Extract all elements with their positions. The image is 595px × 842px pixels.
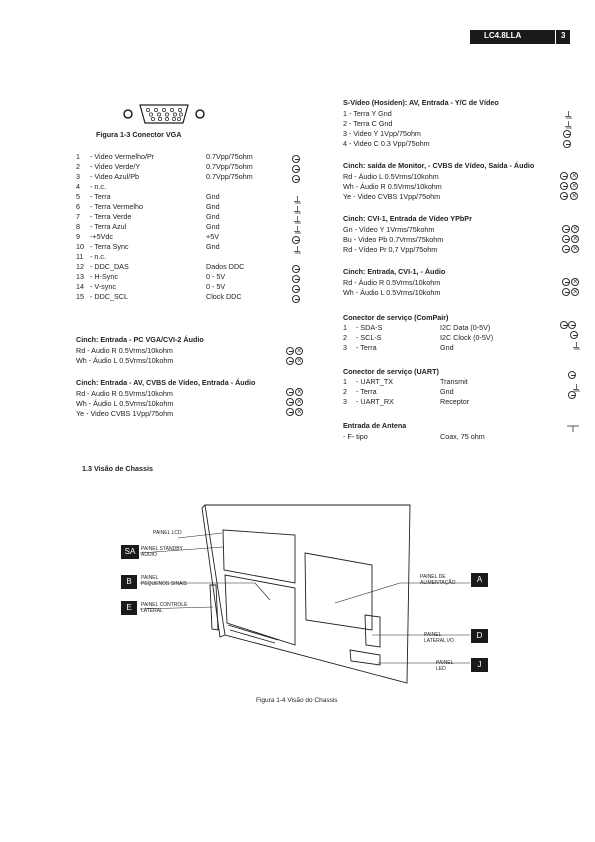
svideo-line: 1 - Terra Y Gnd	[343, 109, 392, 118]
badge-j: J	[471, 658, 488, 672]
pin-name: - Video Vermelho/Pr	[90, 152, 155, 161]
monitor-line: Rd - Áudio L 0.5Vrms/10kohm	[343, 172, 439, 181]
vga-pin-row	[76, 192, 286, 202]
pin-number: 15	[76, 292, 84, 301]
ground-icon	[294, 246, 300, 254]
vga-pin-row	[76, 212, 286, 222]
ground-icon	[565, 111, 571, 119]
page-number: 3	[561, 31, 566, 40]
signal-icon	[292, 236, 300, 244]
vga-pin-row	[76, 162, 286, 172]
vga-pin-row	[76, 222, 286, 232]
cinch-av-title: Cinch: Entrada - AV, CVBS de Vídeo, Entrada - Áudio	[76, 378, 256, 387]
pin-name: - Terra	[356, 387, 377, 396]
badge-a: A	[471, 573, 488, 587]
vga-pin-row	[76, 172, 286, 182]
signal-icon	[560, 192, 568, 200]
pin-value: 0 - 5V	[206, 282, 226, 291]
pin-number: 1	[343, 377, 347, 386]
pin-name: - n.c.	[90, 182, 106, 191]
pin-number: 2	[343, 387, 347, 396]
chassis-caption: Figura 1-4 Visão do Chassis	[256, 697, 338, 704]
pin-value: +5V	[206, 232, 219, 241]
badge-b: B	[121, 575, 137, 589]
pin-value: Clock DDC	[206, 292, 242, 301]
vga-connector-icon	[118, 102, 210, 126]
pin-name: - SCL-S	[356, 333, 382, 342]
pin-name: -+5Vdc	[90, 232, 113, 241]
signal-icon	[570, 331, 578, 339]
pin-name: - H-Sync	[90, 272, 118, 281]
svideo-line: 3 - Video Y 1Vpp/75ohm	[343, 129, 421, 138]
pin-value: I2C Clock (0-5V)	[440, 333, 494, 342]
signal-icon	[292, 165, 300, 173]
pin-name: - DDC_SCL	[90, 292, 128, 301]
vga-pin-row	[76, 252, 286, 262]
vga-pin-row	[76, 232, 286, 242]
pin-value: Gnd	[206, 242, 220, 251]
model-name: LC4.8LLA	[484, 31, 522, 40]
signal-icon	[562, 235, 570, 243]
pin-number: 1	[343, 323, 347, 332]
signal-icon	[563, 140, 571, 148]
pin-number: 3	[343, 397, 347, 406]
signal-icon	[292, 295, 300, 303]
vga-pin-row	[76, 282, 286, 292]
cinch-av-line: Wh - Áudio L 0.5Vrms/10kohm	[76, 399, 174, 408]
output-icon	[571, 235, 579, 243]
output-icon	[571, 225, 579, 233]
badge-d: D	[471, 629, 488, 643]
pin-number: 7	[76, 212, 80, 221]
antenna-type: - F- tipo	[343, 432, 368, 441]
label-lcd-panel: PAINEL LCD	[153, 530, 182, 536]
output-icon	[570, 192, 578, 200]
pin-value: Transmit	[440, 377, 468, 386]
ground-icon	[294, 196, 300, 204]
output-icon	[295, 388, 303, 396]
pin-number: 6	[76, 202, 80, 211]
uart-row	[343, 377, 543, 387]
cvi1-line: Rd - Vídeo Pr 0,7 Vpp/75ohm	[343, 245, 438, 254]
cinch-pc-title: Cinch: Entrada - PC VGA/CVI-2 Áudio	[76, 335, 204, 344]
pin-value: Gnd	[440, 343, 454, 352]
signal-icon	[292, 285, 300, 293]
pin-number: 11	[76, 252, 84, 261]
pin-value: Gnd	[440, 387, 454, 396]
pin-name: - n.c.	[90, 252, 106, 261]
signal-icon	[562, 225, 570, 233]
pin-name: - Terra	[356, 343, 377, 352]
label-led-panel: PAINEL LED	[436, 660, 454, 672]
pin-number: 2	[343, 333, 347, 342]
vga-pin-row	[76, 292, 286, 302]
cvi1-title: Cinch: CVI-1, Entrada de Vídeo YPbPr	[343, 214, 472, 223]
pin-number: 2	[76, 162, 80, 171]
pin-number: 3	[76, 172, 80, 181]
output-icon	[295, 398, 303, 406]
pin-value: 0.7Vpp/75ohm	[206, 162, 253, 171]
signal-icon	[292, 265, 300, 273]
pin-number: 8	[76, 222, 80, 231]
cvi1-line: Bu - Video Pb 0.7Vrms/75kohm	[343, 235, 444, 244]
label-standby-panel: PAINEL STANDBY ÁUDIO	[141, 546, 183, 558]
monitor-title: Cinch: saída de Monitor, - CVBS de Vídeo, Saída - Áudio	[343, 161, 535, 170]
vga-pin-row	[76, 152, 286, 162]
output-icon	[295, 347, 303, 355]
pin-name: - V-sync	[90, 282, 116, 291]
antenna-title: Entrada de Antena	[343, 421, 407, 430]
vga-pin-row	[76, 242, 286, 252]
ground-icon	[565, 121, 571, 129]
output-icon	[571, 245, 579, 253]
vga-pin-row	[76, 202, 286, 212]
uart-row	[343, 397, 543, 407]
signal-icon	[568, 321, 576, 329]
output-icon	[295, 357, 303, 365]
ground-icon	[294, 226, 300, 234]
monitor-line: Wh - Áudio R 0.5Vrms/10kohm	[343, 182, 442, 191]
signal-icon	[568, 391, 576, 399]
output-icon	[570, 172, 578, 180]
compair-title: Conector de serviço (ComPair)	[343, 313, 449, 322]
pin-name: - UART_TX	[356, 377, 394, 386]
output-icon	[571, 278, 579, 286]
label-side-io-panel: PAINEL LATERAL I/O	[424, 632, 454, 644]
cinch-av-line: Ye - Video CVBS 1Vpp/75ohm	[76, 409, 174, 418]
pin-value: 0.7Vpp/75ohm	[206, 152, 253, 161]
svideo-line: 4 - Video C 0.3 Vpp/75ohm	[343, 139, 430, 148]
label-power-panel: PAINEL DE ALIMENTAÇÃO	[420, 574, 456, 586]
cvi1-audio-line: Rd - Áudio R 0.5Vrms/10kohm	[343, 278, 441, 287]
ground-icon	[573, 342, 579, 350]
signal-icon	[562, 278, 570, 286]
pin-name: - Terra Azul	[90, 222, 127, 231]
cinch-pc-line: Rd - Audio R 0.5Vrms/10kohm	[76, 346, 173, 355]
pin-number: 9	[76, 232, 80, 241]
svideo-line: 2 - Terra C Gnd	[343, 119, 393, 128]
compair-row	[343, 343, 543, 353]
signal-icon	[560, 182, 568, 190]
cvi1-audio-line: Wh - Áudio L 0.5Vrms/10kohm	[343, 288, 441, 297]
signal-icon	[292, 275, 300, 283]
cinch-av-line: Rd - Audio R 0.5Vrms/10kohm	[76, 389, 173, 398]
vga-pin-row	[76, 272, 286, 282]
pin-value: Gnd	[206, 212, 220, 221]
pin-value: Gnd	[206, 192, 220, 201]
monitor-line: Ye - Video CVBS 1Vpp/75ohm	[343, 192, 441, 201]
antenna-icon	[566, 423, 580, 433]
compair-row	[343, 323, 543, 333]
signal-icon	[286, 398, 294, 406]
pin-name: - Terra Verde	[90, 212, 132, 221]
pin-number: 3	[343, 343, 347, 352]
signal-icon	[562, 245, 570, 253]
pin-name: - Terra Sync	[90, 242, 129, 251]
header-separator	[555, 30, 556, 44]
signal-icon	[286, 408, 294, 416]
output-icon	[570, 182, 578, 190]
output-icon	[571, 288, 579, 296]
pin-name: - Terra Vermelho	[90, 202, 143, 211]
signal-icon	[560, 172, 568, 180]
pin-value: Dados DDC	[206, 262, 245, 271]
signal-icon	[286, 357, 294, 365]
uart-row	[343, 387, 543, 397]
pin-value: Gnd	[206, 202, 220, 211]
antenna-value: Coax, 75 ohm	[440, 432, 485, 441]
pin-name: - DDC_DAS	[90, 262, 129, 271]
pin-value: 0.7Vpp/75ohm	[206, 172, 253, 181]
pin-name: - SDA-S	[356, 323, 383, 332]
pin-number: 14	[76, 282, 84, 291]
pin-number: 12	[76, 262, 84, 271]
pin-number: 4	[76, 182, 80, 191]
pin-value: 0 - 5V	[206, 272, 226, 281]
label-side-control-panel: PAINEL CONTROLE LATERAL	[141, 602, 188, 614]
vga-pin-row	[76, 262, 286, 272]
cvi1-audio-title: Cinch: Entrada, CVI-1, - Áudio	[343, 267, 446, 276]
pin-value: Gnd	[206, 222, 220, 231]
pin-name: - UART_RX	[356, 397, 394, 406]
pin-value: Receptor	[440, 397, 470, 406]
badge-sa: SA	[121, 545, 139, 559]
pin-name: - Video Azul/Pb	[90, 172, 140, 181]
signal-icon	[292, 155, 300, 163]
uart-title: Conector de serviço (UART)	[343, 367, 439, 376]
pin-name: - Video Verde/Y	[90, 162, 141, 171]
svideo-title: S-Vídeo (Hosiden): AV, Entrada - Y/C de Vídeo	[343, 98, 499, 107]
compair-row	[343, 333, 543, 343]
signal-icon	[568, 371, 576, 379]
output-icon	[295, 408, 303, 416]
vga-pin-row	[76, 182, 286, 192]
chassis-heading: 1.3 Visão de Chassis	[82, 464, 153, 473]
signal-icon	[286, 388, 294, 396]
pin-value: I2C Data (0-5V)	[440, 323, 491, 332]
cvi1-line: Gn - Vídeo Y 1Vrms/75kohm	[343, 225, 435, 234]
pin-number: 13	[76, 272, 84, 281]
pin-name: - Terra	[90, 192, 111, 201]
signal-icon	[286, 347, 294, 355]
vga-caption: Figura 1-3 Conector VGA	[96, 130, 182, 139]
ground-icon	[294, 216, 300, 224]
pin-number: 5	[76, 192, 80, 201]
label-small-signal-panel: PAINEL PEQUENOS SINAIS	[141, 575, 188, 587]
pin-number: 1	[76, 152, 80, 161]
pin-number: 10	[76, 242, 84, 251]
signal-icon	[563, 130, 571, 138]
cinch-pc-line: Wh - Áudio L 0.5Vrms/10kohm	[76, 356, 174, 365]
signal-icon	[560, 321, 568, 329]
signal-icon	[292, 175, 300, 183]
badge-e: E	[121, 601, 137, 615]
ground-icon	[294, 206, 300, 214]
signal-icon	[562, 288, 570, 296]
